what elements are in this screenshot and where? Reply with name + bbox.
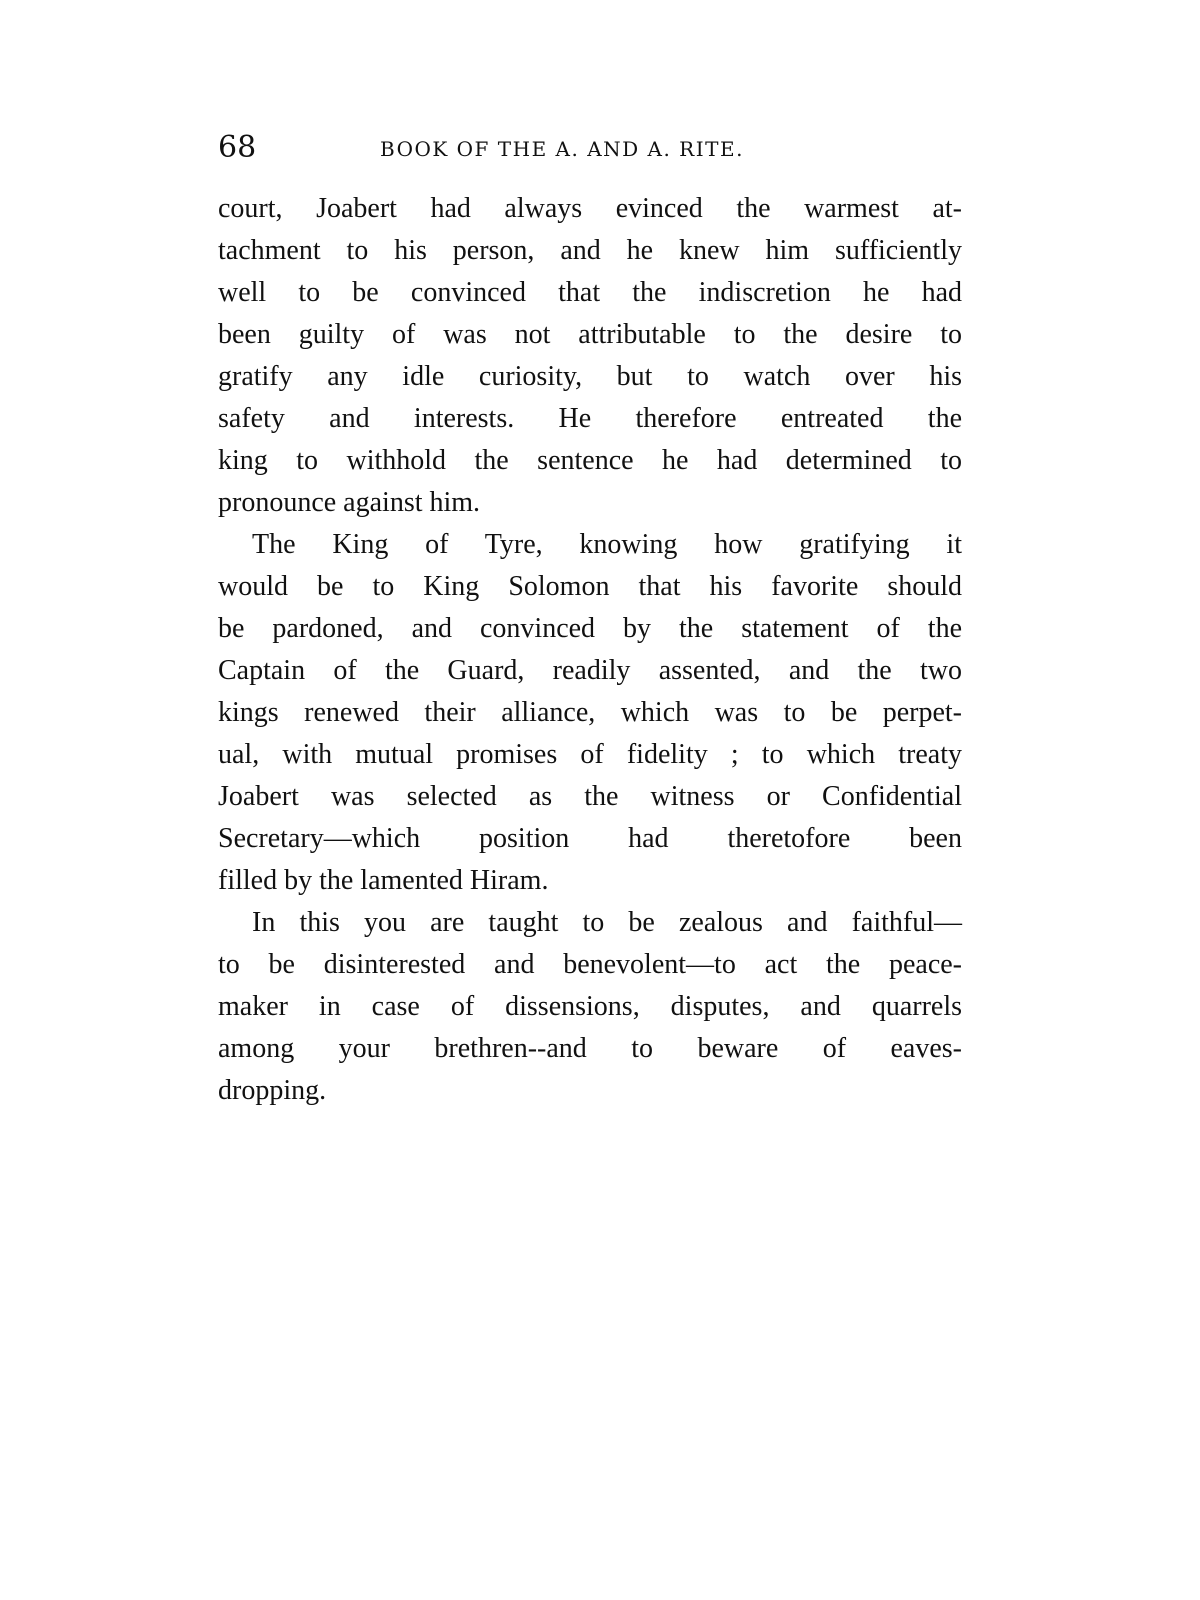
paragraph-2	[218, 524, 962, 902]
text-line: The King of Tyre, knowing how gratifying it	[252, 529, 962, 560]
text-line: safety and interests. He therefore entreated the	[218, 403, 962, 434]
text-line: court, Joabert had always evinced the warmest at-	[218, 193, 962, 224]
running-head-title: BOOK OF THE A. AND A. RITE.	[380, 137, 744, 161]
text-line: been guilty of was not attributable to the desire to	[218, 319, 962, 350]
text-line: pronounce against him.	[218, 487, 481, 518]
text-line: Secretary—which position had theretofore been	[218, 823, 962, 854]
text-line: king to withhold the sentence he had determined to	[218, 445, 962, 476]
paragraph-3	[218, 902, 962, 1112]
text-line: filled by the lamented Hiram.	[218, 865, 549, 896]
text-line: among your brethren--and to beware of eaves-	[218, 1033, 962, 1064]
body-text	[218, 188, 962, 1112]
text-line: Joabert was selected as the witness or Confidential	[218, 781, 962, 812]
paragraph-1	[218, 188, 962, 524]
text-line: be pardoned, and convinced by the statement of the	[218, 613, 962, 644]
text-line: Captain of the Guard, readily assented, and the two	[218, 655, 962, 686]
text-line: dropping.	[218, 1075, 327, 1106]
running-head	[218, 128, 962, 168]
text-line: kings renewed their alliance, which was to be perpet-	[218, 697, 962, 728]
page-number: 68	[218, 130, 257, 165]
text-line: tachment to his person, and he knew him sufficiently	[218, 235, 962, 266]
text-line: In this you are taught to be zealous and faithful—	[252, 907, 962, 938]
text-line: gratify any idle curiosity, but to watch over his	[218, 361, 962, 392]
text-line: to be disinterested and benevolent—to act the peace-	[218, 949, 962, 980]
text-line: ual, with mutual promises of fidelity ; to which treaty	[218, 739, 962, 770]
text-line: would be to King Solomon that his favorite should	[218, 571, 962, 602]
text-line: well to be convinced that the indiscretion he had	[218, 277, 962, 308]
text-line: maker in case of dissensions, disputes, and quarrels	[218, 991, 962, 1022]
